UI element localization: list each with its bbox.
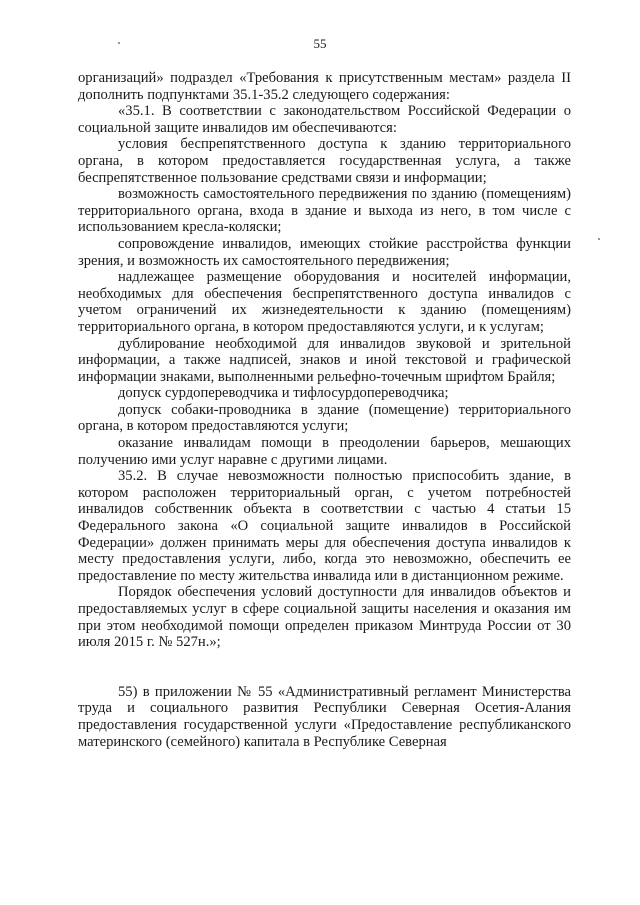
paragraph-assistance: оказание инвалидам помощи в преодолении барьеров, мешающих получению ими услуг наравне с другими лицами.: [78, 435, 571, 468]
paragraph-access-conditions: условия беспрепятственного доступа к зданию территориального органа, в котором предоставляется государственная услуга, а также беспрепятственное пользование средствами связи и информации;: [78, 136, 571, 186]
paragraph-movement: возможность самостоятельного передвижения по зданию (помещениям) территориального органа, входа в здание и выхода из него, в том числе с использованием кресла-коляски;: [78, 186, 571, 236]
paragraph-35-2: 35.2. В случае невозможности полностью приспособить здание, в котором расположен территориальный орган, с учетом потребностей инвалидов собственник объекта в соответствии с частью 4 статьи 15 Федерального закона «О социальной защите инвалидов в Российской Федерации» должен принимать меры для обеспечения доступа инвалидов к месту предоставления услуги, либо, когда это невозможно, обеспечить ее предоставление по месту жительства инвалида или в дистанционном режиме.: [78, 468, 571, 584]
paragraph-intro: организаций» подраздел «Требования к присутственным местам» раздела II дополнить подпунктами 35.1-35.2 следующего содержания:: [78, 70, 571, 103]
page-number: 55: [313, 36, 327, 51]
paragraph-interpreter: допуск сурдопереводчика и тифлосурдопереводчика;: [118, 385, 449, 402]
paragraph-escort: сопровождение инвалидов, имеющих стойкие расстройства функции зрения, и возможность их самостоятельного передвижения;: [78, 235, 571, 269]
paragraph-item-55: 55) в приложении № 55 «Административный регламент Министерства труда и социального развития Республики Северная Осетия-Алания предоставления государственной услуги «Предоставление республиканского материнского (семейного) капитала в Республике Северная: [78, 683, 571, 750]
paragraph-equipment: надлежащее размещение оборудования и носителей информации, необходимых для обеспечения беспрепятственного доступа инвалидов с учетом ограничений их жизнедеятельности к зданию (помещениям) территориального органа, в котором предоставляются услуги, и к услугам;: [78, 269, 571, 335]
paragraph-guide-dog: допуск собаки-проводника в здание (помещение) территориального органа, в котором предоставляются услуги;: [78, 401, 571, 435]
paragraph-procedure: Порядок обеспечения условий доступности для инвалидов объектов и предоставляемых услуг в сфере социальной защиты населения и оказания им при этом необходимой помощи определен приказом Минтруда России от 30 июля 2015 г. № 527н.»;: [78, 584, 571, 651]
scan-speck: [598, 238, 600, 240]
paragraph-duplication: дублирование необходимой для инвалидов звуковой и зрительной информации, а также надписей, знаков и иной текстовой и графической информации знаками, выполненными рельефно-точечным шрифтом Брайля;: [78, 335, 571, 385]
document-body: [78, 70, 571, 750]
paragraph-35-1: «35.1. В соответствии с законодательством Российской Федерации о социальной защите инвалидов им обеспечиваются:: [78, 103, 571, 136]
